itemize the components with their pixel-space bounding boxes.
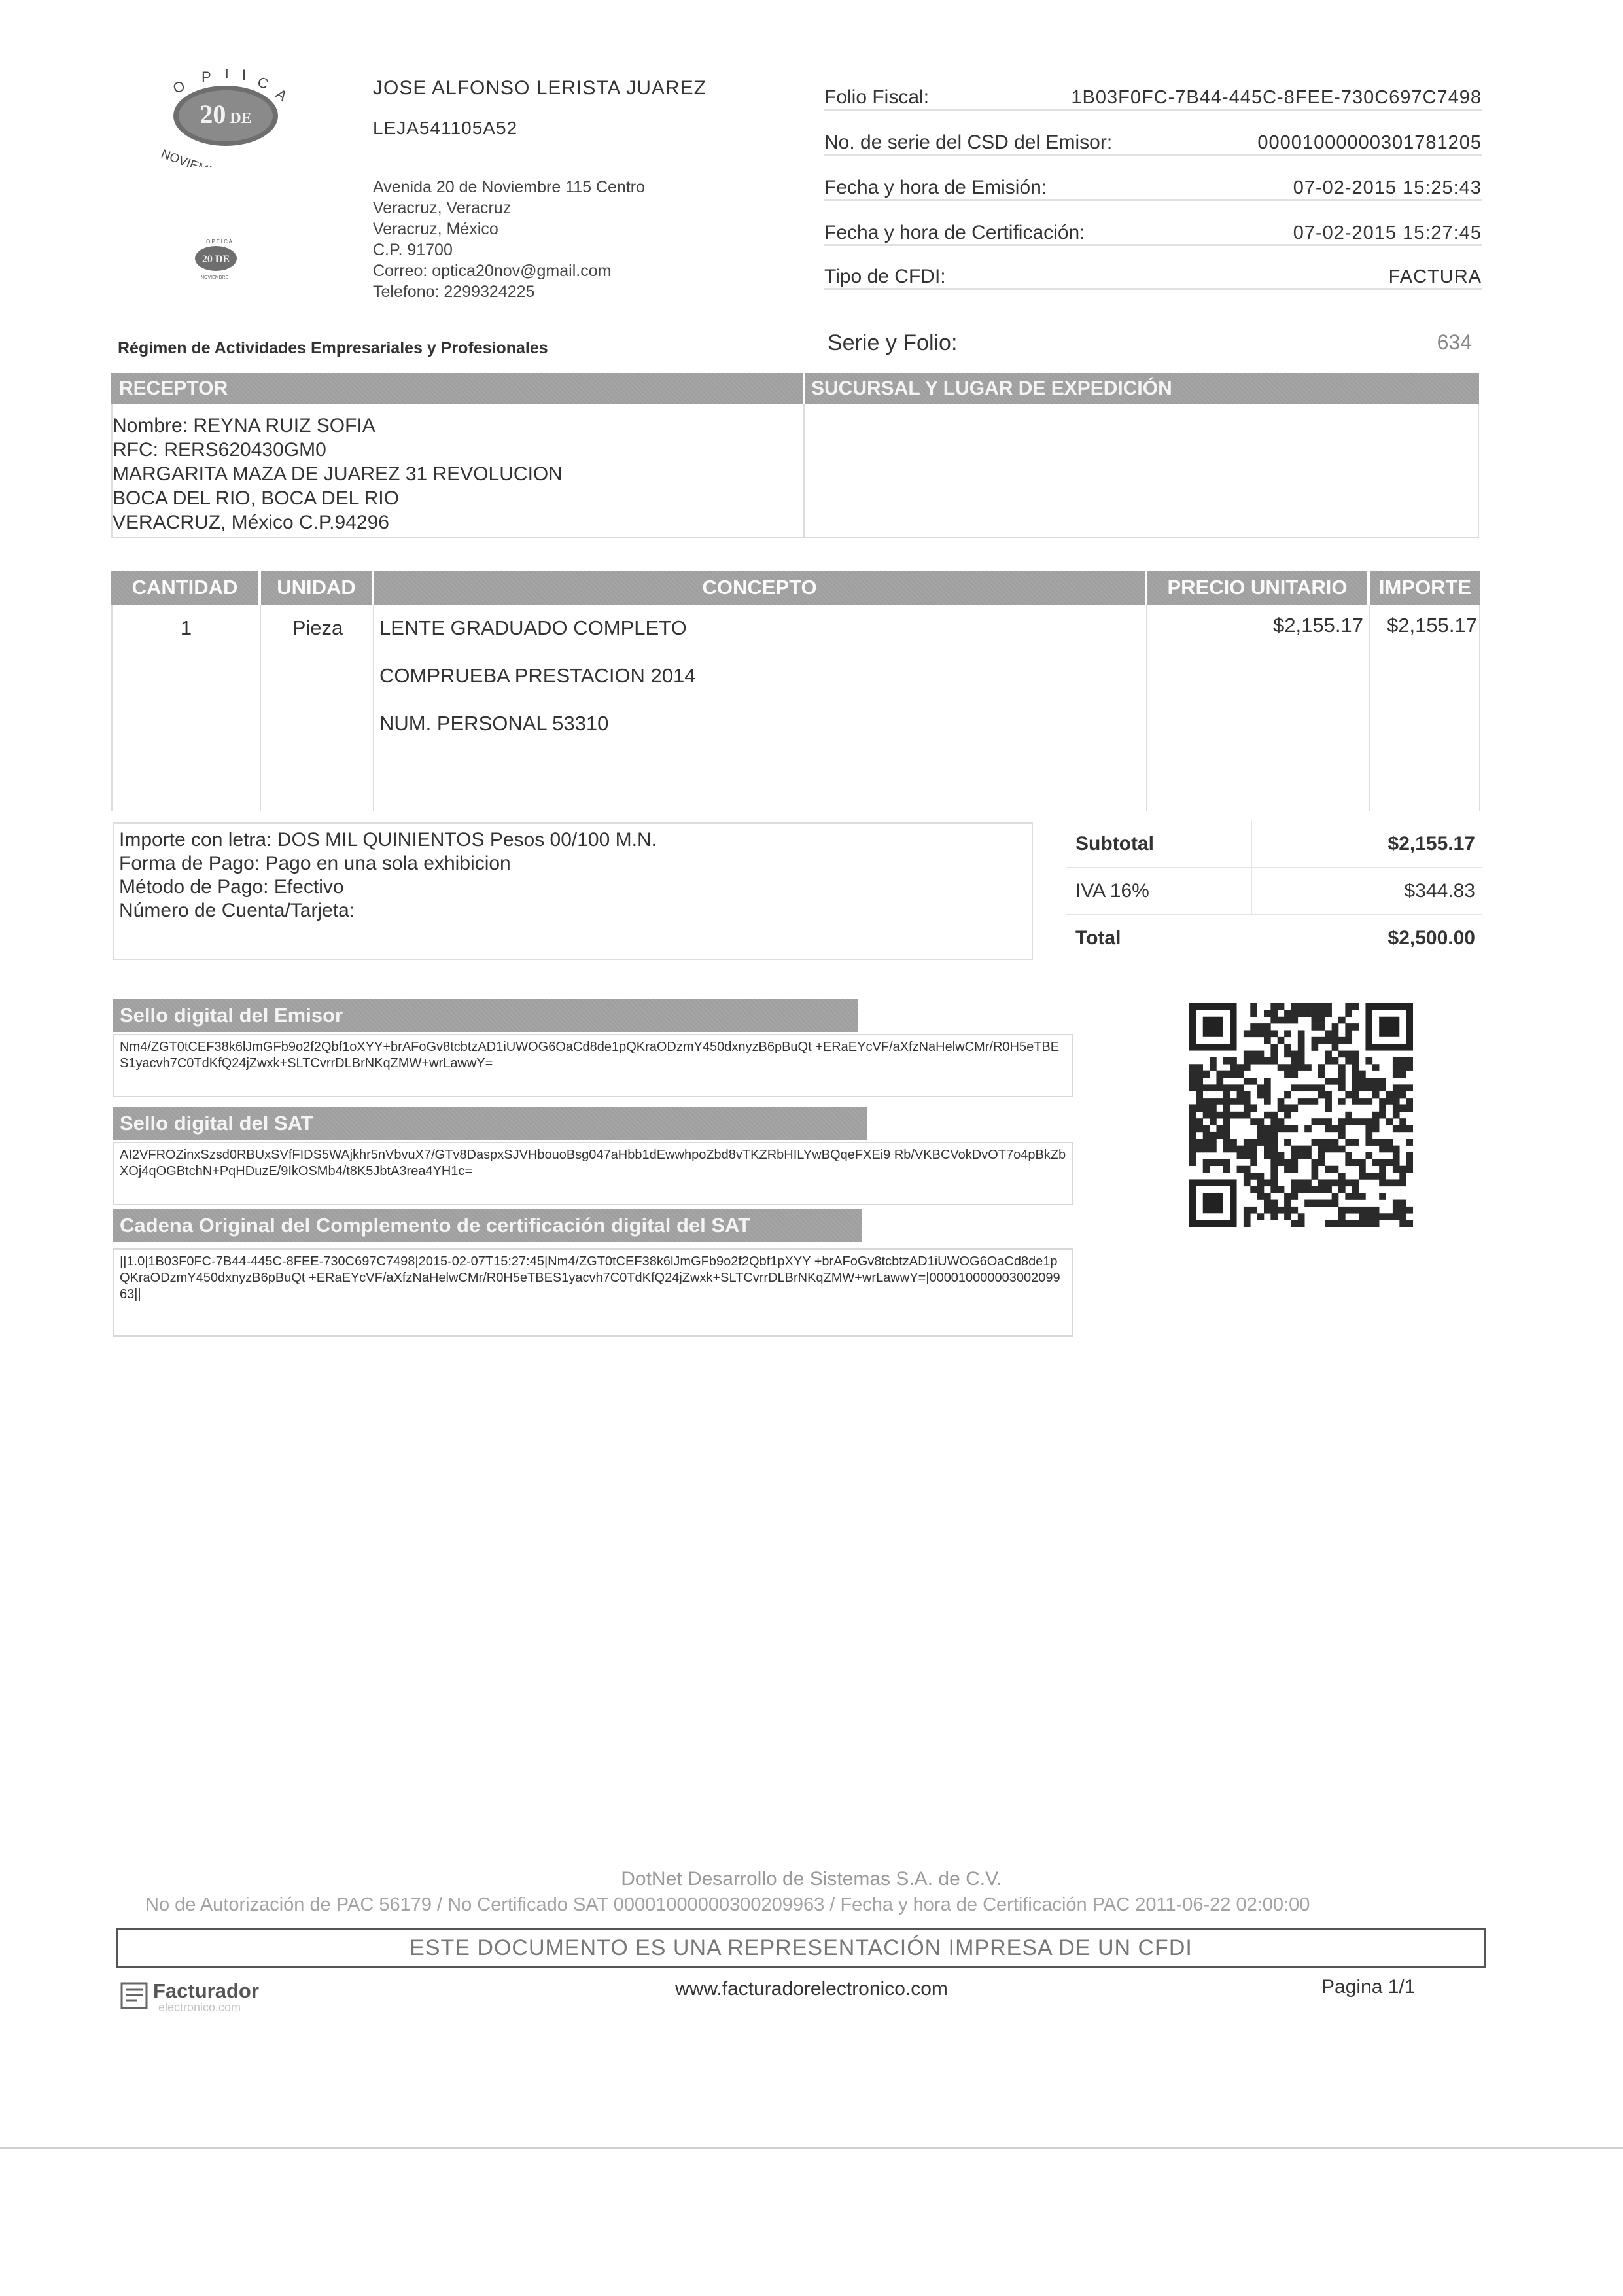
fiscal-value: 07-02-2015 15:27:45	[1293, 222, 1482, 243]
sello-sat-header: Sello digital del SAT	[113, 1107, 867, 1140]
subtotal-label: Subtotal	[1075, 833, 1154, 855]
receptor-name: Nombre: REYNA RUIZ SOFIA	[113, 415, 375, 436]
fiscal-value: 07-02-2015 15:25:43	[1293, 177, 1482, 198]
receptor-divider	[803, 404, 805, 538]
totals-table	[1066, 821, 1482, 961]
fiscal-value: 1B03F0FC-7B44-445C-8FEE-730C697C7498	[1071, 87, 1482, 108]
column-header-concepto: CONCEPTO	[374, 571, 1145, 605]
fiscal-label: Tipo de CFDI:	[824, 266, 946, 287]
serie-label: Serie y Folio:	[828, 330, 958, 355]
fiscal-row-tipo	[824, 246, 1482, 290]
fiscal-info-table	[824, 65, 1482, 290]
item-unidad: Pieza	[292, 616, 343, 639]
receptor-header: RECEPTOR	[111, 373, 803, 404]
cadena-original-header: Cadena Original del Complemento de certificación digital del SAT	[113, 1209, 862, 1242]
pac-company: DotNet Desarrollo de Sistemas S.A. de C.V.	[621, 1868, 1002, 1890]
optica-logo-small	[186, 236, 245, 281]
iva-label: IVA 16%	[1075, 880, 1149, 902]
fiscal-label: Folio Fiscal:	[824, 86, 930, 108]
fiscal-row-certificacion	[824, 201, 1482, 246]
svg-text:20 DE: 20 DE	[201, 254, 230, 265]
sello-emisor-header: Sello digital del Emisor	[113, 999, 858, 1032]
facturador-logo-subtext: electronico.com	[158, 2001, 241, 2014]
issuer-rfc: LEJA541105A52	[373, 118, 518, 138]
issuer-address-line: Avenida 20 de Noviembre 115 Centro	[373, 178, 646, 196]
iva-row	[1066, 868, 1482, 915]
item-concepto: COMPRUEBA PRESTACION 2014	[379, 664, 696, 687]
receptor-rfc: RFC: RERS620430GM0	[113, 439, 326, 461]
svg-text:A: A	[273, 85, 290, 105]
total-value: $2,500.00	[1387, 927, 1475, 949]
issuer-address-line: C.P. 91700	[373, 241, 453, 259]
numero-cuenta: Número de Cuenta/Tarjeta:	[119, 900, 355, 921]
svg-text:20 DE: 20 DE	[200, 99, 252, 129]
cadena-original-text: ||1.0|1B03F0FC-7B44-445C-8FEE-730C697C7498|2015-02-07T15:27:45|Nm4/ZGT0tCEF38k6lJmGFb9o2f2Qbf1pXYY +brAFoGv8tcbtzAD1iUWOG6OaCd8de1pQKraODzmY450dxnyzB6pBuQt +ERaEYcVF/aXfzNaHelwCMr/R0H5eTBES1yacvh7C0TdKfQ24jZwxk+SLTCvrrDLBrNKqZMW+wrLawwY=|00001000000300209963||	[113, 1248, 1073, 1337]
total-row	[1066, 915, 1482, 961]
item-concepto: LENTE GRADUADO COMPLETO	[379, 616, 687, 639]
issuer-phone: Telefono: 2299324225	[373, 283, 535, 301]
subtotal-value: $2,155.17	[1387, 833, 1475, 855]
fiscal-value: FACTURA	[1388, 266, 1482, 287]
qr-code	[1189, 1003, 1413, 1227]
fiscal-label: No. de serie del CSD del Emisor:	[824, 132, 1113, 153]
pac-authorization: No de Autorización de PAC 56179 / No Certificado SAT 00001000000300209963 / Fecha y hora de Certificación PAC 2011-06-22 02:00:00	[145, 1894, 1310, 1915]
item-cantidad: 1	[180, 616, 192, 639]
fiscal-row-emision	[824, 156, 1482, 201]
svg-text:O P T I C A: O P T I C A	[206, 239, 233, 245]
fiscal-label: Fecha y hora de Emisión:	[824, 177, 1047, 198]
column-header-cantidad: CANTIDAD	[111, 571, 258, 605]
issuer-address	[373, 177, 645, 302]
payment-details	[119, 828, 657, 923]
sucursal-header: SUCURSAL Y LUGAR DE EXPEDICIÓN	[805, 373, 1479, 404]
subtotal-row	[1066, 821, 1482, 868]
item-precio: $2,155.17	[1273, 614, 1363, 637]
issuer-address-line: Veracruz, México	[373, 220, 498, 238]
iva-value: $344.83	[1404, 880, 1475, 902]
fiscal-value: 00001000000301781205	[1257, 132, 1482, 153]
items-table	[111, 571, 1480, 811]
column-header-precio: PRECIO UNITARIO	[1147, 571, 1367, 605]
issuer-name: JOSE ALFONSO LERISTA JUAREZ	[373, 77, 707, 99]
sello-sat-text: AI2VFROZinxSzsd0RBUxSVfFIDS5WAjkhr5nVbvuX7/GTv8DaspxSJVHbouoBsg047aHbb1dEwwhpoZbd8vTKZRbHILYwBQqeFXEi9 Rb/VKBCVokDvOT7o4pBkZbXOj4qOGBtchN+PqHDuzE/9IkOSMb4/t8K5JbtA3rea4YH1c=	[113, 1142, 1073, 1205]
svg-text:T: T	[222, 69, 232, 81]
receptor-details	[113, 414, 563, 535]
column-header-unidad: UNIDAD	[261, 571, 372, 605]
item-concepto: NUM. PERSONAL 53310	[379, 712, 609, 735]
receptor-address-line: MARGARITA MAZA DE JUAREZ 31 REVOLUCION	[113, 463, 563, 485]
fiscal-row-csd	[824, 111, 1482, 156]
svg-text:NOVIEMBRE: NOVIEMBRE	[201, 275, 229, 280]
optica-logo	[150, 69, 301, 167]
column-header-importe: IMPORTE	[1370, 571, 1480, 605]
facturador-url[interactable]: www.facturadorelectronico.com	[675, 1978, 948, 2000]
svg-text:O: O	[171, 77, 187, 97]
facturador-logo-text: Facturador	[153, 1979, 259, 2002]
serie-value: 634	[1437, 330, 1472, 354]
metodo-pago: Método de Pago: Efectivo	[119, 876, 344, 898]
receptor-address-line: VERACRUZ, México C.P.94296	[113, 512, 389, 533]
cfdi-representation-notice: ESTE DOCUMENTO ES UNA REPRESENTACIÓN IMPRESA DE UN CFDI	[116, 1928, 1486, 1968]
fiscal-row-folio	[824, 65, 1482, 111]
serie-folio	[828, 330, 1472, 356]
item-importe: $2,155.17	[1387, 614, 1477, 637]
fiscal-label: Fecha y hora de Certificación:	[824, 222, 1085, 243]
forma-pago: Forma de Pago: Pago en una sola exhibicion	[119, 853, 511, 874]
regimen-fiscal: Régimen de Actividades Empresariales y Profesionales	[118, 339, 548, 357]
issuer-address-line: Veracruz, Veracruz	[373, 199, 512, 217]
importe-letra: Importe con letra: DOS MIL QUINIENTOS Pesos 00/100 M.N.	[119, 829, 657, 851]
issuer-email: Correo: optica20nov@gmail.com	[373, 262, 612, 280]
page-edge-line	[0, 2147, 1623, 2149]
receptor-address-line: BOCA DEL RIO, BOCA DEL RIO	[113, 487, 399, 509]
sello-emisor-text: Nm4/ZGT0tCEF38k6lJmGFb9o2f2Qbf1oXYY+brAFoGv8tcbtzAD1iUWOG6OaCd8de1pQKraODzmY450dxnyzB6pBuQt +ERaEYcVF/aXfzNaHelwCMr/R0H5eTBES1yacvh7C0TdKfQ24jZwxk+SLTCvrrDLBrNKqZMW+wrLawwY=	[113, 1034, 1073, 1097]
svg-text:NOVIEMBRE: NOVIEMBRE	[159, 147, 234, 167]
svg-text:C: C	[255, 73, 271, 93]
total-label: Total	[1075, 927, 1121, 949]
svg-text:P: P	[201, 69, 211, 85]
page-number: Pagina 1/1	[1321, 1976, 1416, 1998]
svg-text:I: I	[242, 69, 247, 83]
